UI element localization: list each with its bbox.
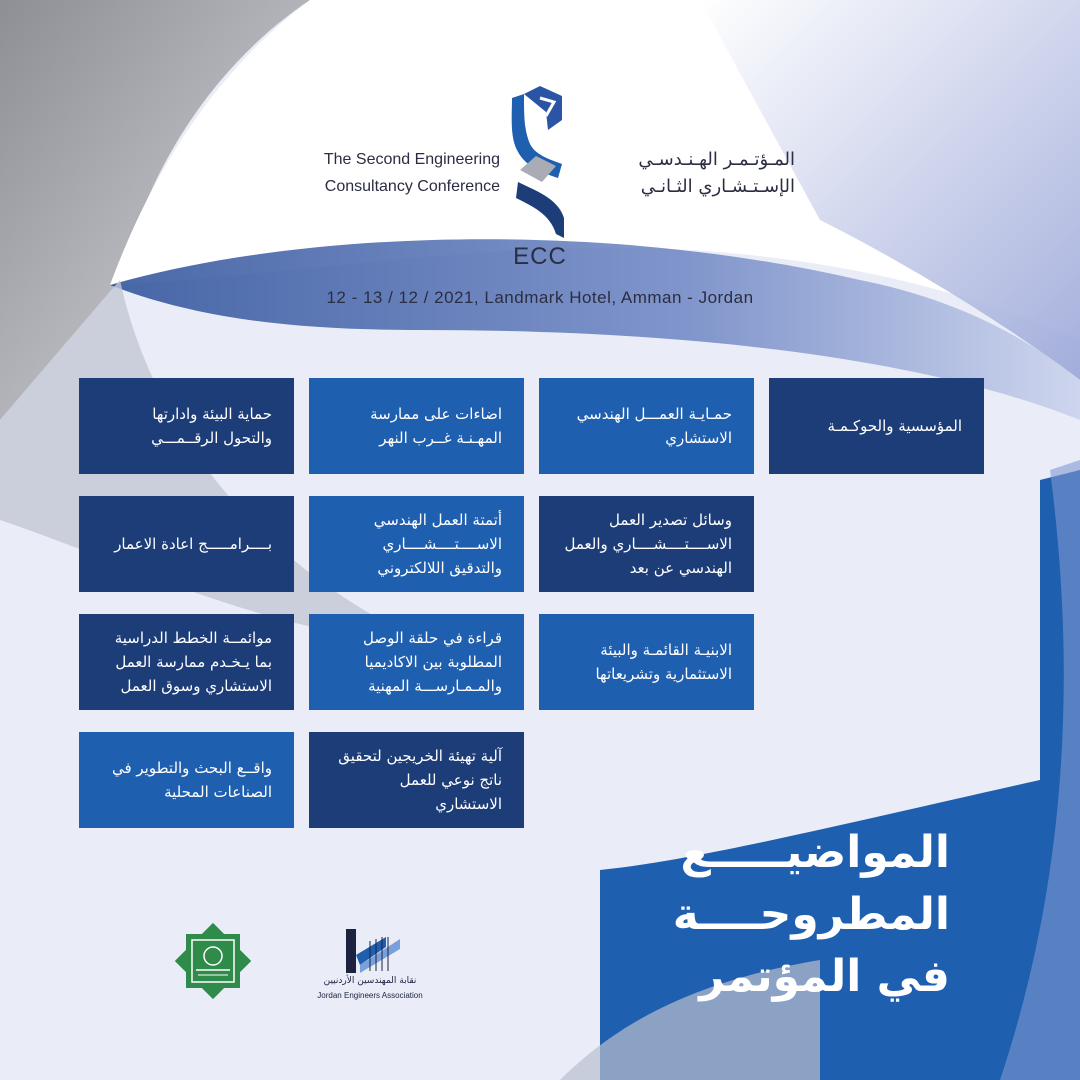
topic-box (79, 496, 294, 592)
topic-text: واقــع البحث والتطوير في الصناعات المحلية (111, 759, 272, 801)
title-ar-line1: المـؤتـمـر الهـنـدسـي (638, 149, 795, 170)
topic-text: قراءة في حلقة الوصل المطلوبة بين الاكاديميا والمـمـارســـة المهنية (363, 629, 502, 695)
topic-box (539, 496, 754, 592)
heading-line3: في المؤتمر (699, 951, 950, 1002)
conference-title-english (230, 146, 500, 200)
topic-text: المؤسسية والحوكـمـة (827, 417, 962, 435)
topic-box (79, 378, 294, 474)
topic-box (539, 378, 754, 474)
topic-text: اضاءات على ممارسة المهـنـة غــرب النهر (370, 405, 502, 447)
topic-text: وسائل تصدير العمل الاســــتــــشــــاري والعمل الهندسي عن بعد (564, 511, 732, 577)
jea-arabic-name: نقابة المهندسين الأردنيين (323, 976, 417, 986)
topic-box (309, 378, 524, 474)
conference-abbreviation: ECC (513, 243, 567, 270)
heading-line1: المواضيـــــع (680, 827, 950, 878)
topic-text: بــــرامـــــج اعادة الاعمار (114, 535, 272, 553)
topic-text: موائمــة الخطط الدراسية بما يـخـدم ممارسة العمل الاستشاري وسوق العمل (114, 629, 272, 695)
topic-text: آلية تهيئة الخريجين لتحقيق ناتج نوعي للعمل الاستشاري (338, 747, 502, 813)
topic-text: حمـايـة العمـــل الهندسي الاستشاري (576, 405, 732, 447)
conference-title-arabic (570, 146, 795, 200)
topics-heading (640, 822, 950, 1008)
topic-box (769, 378, 984, 474)
topic-box (539, 614, 754, 710)
partner-logo-icon (172, 920, 254, 1002)
title-ar-line2: الإسـتـشـاري الثـانـي (640, 176, 795, 197)
heading-line2: المطروحــــة (672, 889, 950, 940)
topic-box (309, 614, 524, 710)
topic-text: الابنيـة القائمـة والبيئة الاستثمارية وتشريعاتها (595, 641, 732, 683)
topic-box (79, 732, 294, 828)
topic-box (79, 614, 294, 710)
topic-text: أتمتة العمل الهندسي الاســــتــــشــــاري والتدقيق اللالكتروني (373, 511, 502, 577)
ecc-logo-icon (510, 86, 570, 238)
topic-box (309, 496, 524, 592)
jordan-engineers-association-logo-icon (300, 925, 440, 1015)
title-en-line2: Consultancy Conference (324, 178, 500, 195)
jea-english-name: Jordan Engineers Association (317, 991, 423, 1000)
topic-box (309, 732, 524, 828)
title-en-line1: The Second Engineering (323, 151, 500, 168)
date-location: 12 - 13 / 12 / 2021, Landmark Hotel, Amman - Jordan (326, 288, 754, 307)
topic-text: حماية البيئة وادارتها والتحول الرقــمـــي (151, 405, 272, 447)
